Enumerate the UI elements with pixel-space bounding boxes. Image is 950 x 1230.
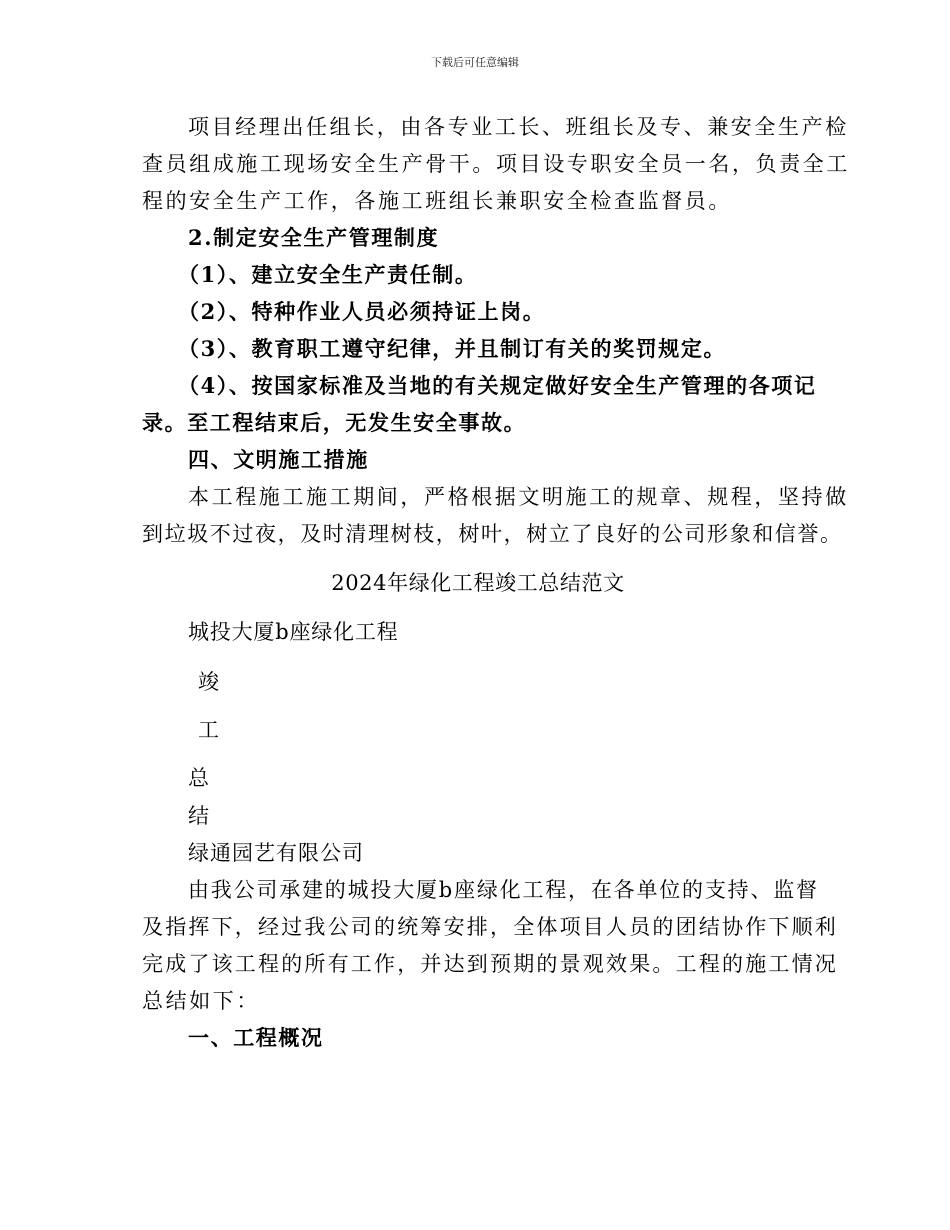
section-heading: 2.制定安全生产管理制度 [188, 225, 440, 250]
list-item: （1）、建立安全生产责任制。 [178, 262, 478, 287]
cover-company: 绿通园艺有限公司 [188, 841, 364, 865]
paragraph-line: 由我公司承建的城投大厦b座绿化工程，在各单位的支持、监督 [188, 878, 819, 902]
paragraph-line: 本工程施工施工期间，严格根据文明施工的规章、规程，坚持做 [188, 485, 849, 509]
cover-char: 结 [188, 804, 212, 828]
document-title: 2024年绿化工程竣工总结范文 [331, 571, 625, 595]
cover-project-name: 城投大厦b座绿化工程 [188, 620, 399, 644]
page-header: 下载后可任意编辑 [431, 56, 519, 69]
cover-char: 总 [188, 766, 212, 790]
list-item: （3）、教育职工遵守纪律，并且制订有关的奖罚规定。 [178, 336, 727, 361]
list-item: 录。至工程结束后，无发生安全事故。 [142, 410, 527, 435]
paragraph-line: 查员组成施工现场安全生产骨干。项目设专职安全员一名，负责全工 [142, 152, 850, 176]
paragraph-line: 项目经理出任组长，由各专业工长、班组长及专、兼安全生产检 [188, 115, 849, 139]
paragraph-line: 完成了该工程的所有工作，并达到预期的景观效果。工程的施工情况 [142, 952, 838, 976]
paragraph-line: 及指挥下，经过我公司的统筹安排，全体项目人员的团结协作下顺利 [142, 915, 838, 939]
list-item: （4）、按国家标准及当地的有关规定做好安全生产管理的各项记 [178, 373, 817, 398]
list-item: （2）、特种作业人员必须持证上岗。 [178, 299, 546, 324]
paragraph-line: 到垃圾不过夜，及时清理树枝，树叶，树立了良好的公司形象和信誉。 [142, 522, 843, 546]
section-heading: 四、文明施工措施 [188, 447, 369, 472]
section-heading: 一、工程概况 [188, 1025, 324, 1050]
paragraph-line: 程的安全生产工作，各施工班组长兼职安全检查监督员。 [142, 189, 732, 213]
cover-char: 工 [198, 718, 222, 742]
cover-char: 竣 [198, 670, 222, 694]
paragraph-line: 总结如下： [142, 989, 260, 1013]
